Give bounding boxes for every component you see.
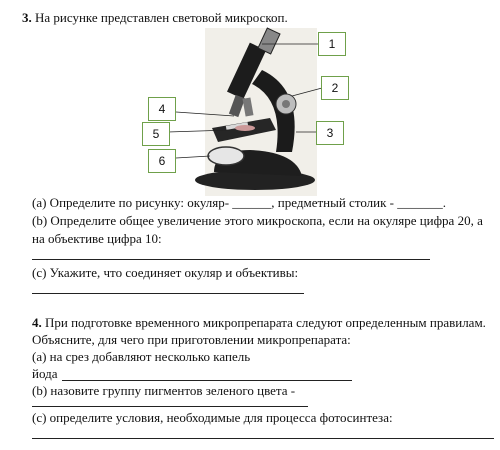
task3-question-a: (a) Определите по рисунку: окуляр- ______, предметный столик - _______. (32, 195, 446, 210)
task4-question-b: (b) назовите группу пигментов зеленого цвета - (32, 383, 296, 398)
task4-number: 4. (32, 315, 42, 330)
task4-intro-line1 (32, 315, 486, 331)
answer-line-4b[interactable] (32, 406, 308, 407)
answer-line-4c[interactable] (32, 438, 494, 439)
mirror (208, 147, 244, 165)
objective-1 (229, 95, 245, 117)
task3-number: 3. (22, 10, 32, 25)
task4-question-c: (c) определите условия, необходимые для процесса фотосинтеза: (32, 410, 393, 425)
microscope-tube (227, 43, 266, 100)
task3-title: На рисунке представлен световой микроскоп. (35, 10, 288, 25)
answer-line-c[interactable] (32, 293, 304, 294)
label-box-2: 2 (321, 76, 349, 100)
label-box-5: 5 (142, 122, 170, 146)
task4-question-a-line1: (a) на срез добавляют несколько капель (32, 349, 251, 364)
objective-2 (242, 97, 253, 116)
task4-intro-text: При подготовке временного микропрепарата следуют определенным правилам. (45, 315, 486, 330)
label-box-1: 1 (318, 32, 346, 56)
label-box-3: 3 (316, 121, 344, 145)
label-box-4: 4 (148, 97, 176, 121)
task4-question-a-line2: йода (32, 366, 58, 381)
eyepiece (258, 28, 280, 54)
answer-line-b[interactable] (32, 259, 430, 260)
task4-intro-line2: Объясните, для чего при приготовлении микропрепарата: (32, 332, 351, 347)
task3-question-b-line1: (b) Определите общее увеличение этого микроскопа, если на окуляре цифра 20, а (32, 213, 483, 228)
task3-question-b-line2: на объективе цифра 10: (32, 231, 162, 246)
label-box-6: 6 (148, 149, 176, 173)
answer-line-4a[interactable] (62, 380, 352, 381)
task3-question-c: (c) Укажите, что соединяет окуляр и объективы: (32, 265, 299, 280)
